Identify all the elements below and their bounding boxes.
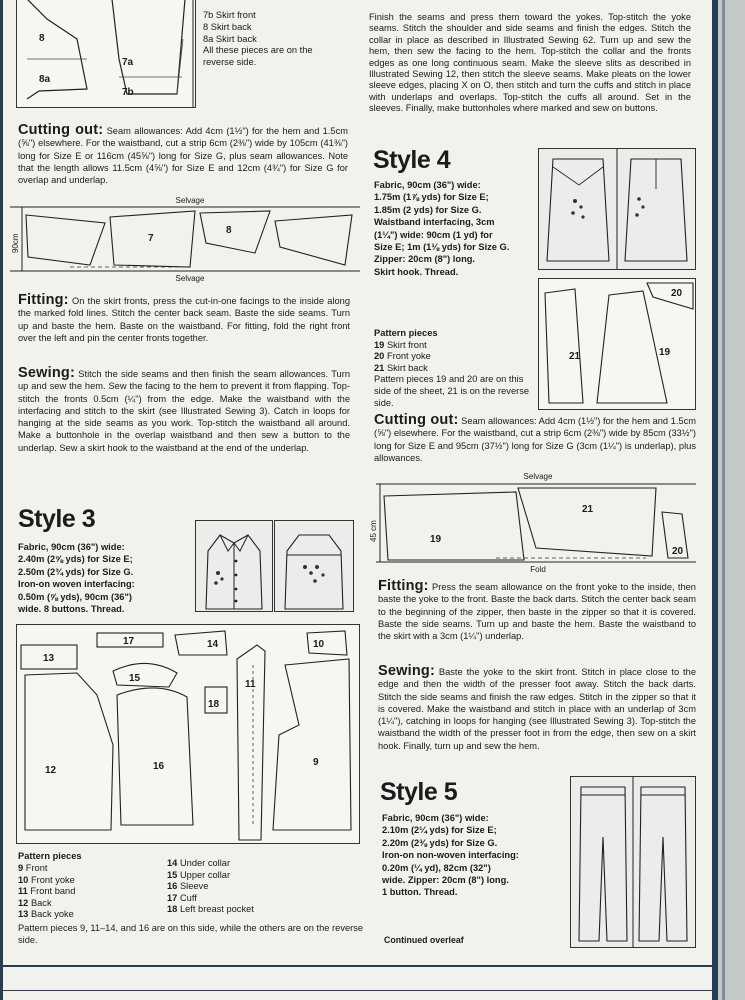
style2-pieces-diagram <box>16 0 196 108</box>
style3-pattern-layout <box>16 624 360 844</box>
piece-label-13: 13 <box>43 653 55 664</box>
layout-piece-8: 8 <box>226 225 232 236</box>
section-heading: Cutting out: <box>18 122 104 138</box>
layout-piece-20: 20 <box>672 546 684 557</box>
style4-cutting-layout <box>366 470 700 574</box>
piece-label-12: 12 <box>45 765 57 776</box>
selvage-label: Selvage <box>523 472 553 481</box>
fabric-line: wide. Zipper: 20cm (8") long. <box>382 875 509 886</box>
list-line: 8 Skirt back <box>203 21 252 32</box>
style3-pattern-list-right <box>167 858 347 916</box>
list-line: All these pieces are on the <box>203 45 313 56</box>
style3-pattern-heading <box>18 851 82 863</box>
cutting-layout-svg <box>10 195 360 285</box>
style4-pattern-list <box>374 328 534 409</box>
section-heading: Cutting out: <box>374 412 459 428</box>
piece-label-21: 21 <box>569 351 581 362</box>
piece-label-9: 9 <box>313 757 319 768</box>
pattern-pieces-heading: Pattern pieces <box>18 851 82 861</box>
style3-jacket-front-illustration <box>195 520 273 612</box>
style3-pattern-note: Pattern pieces 9, 11–14, and 16 are on this side, while the others are on the reverse side. <box>18 923 364 946</box>
bottom-page-rule-2 <box>0 990 712 991</box>
fabric-line: 2.10m (2¼ yds) for Size E; <box>382 825 497 836</box>
style4-fitting-paragraph <box>378 580 696 642</box>
list-item: 14 Under collar <box>167 858 231 868</box>
fabric-line: 0.20m (¼ yd), 82cm (32") <box>382 862 491 873</box>
binding-band <box>712 0 718 1000</box>
fabric-line: 2.40m (2⅝ yds) for Size E; <box>18 554 133 565</box>
style4-cutting-paragraph <box>374 414 696 464</box>
list-line: 8a Skirt back <box>203 33 257 44</box>
fabric-line: 2.20m (2⅜ yds) for Size G. <box>382 837 498 848</box>
piece-label-11: 11 <box>245 679 256 690</box>
section-heading: Fitting: <box>378 578 429 594</box>
style4-heading: Style 4 <box>373 146 451 174</box>
style4-fabric-requirements <box>374 179 536 278</box>
fabric-line: 1 button. Thread. <box>382 887 458 898</box>
paragraph-text: Seam allowances: Add 4cm (1½") for the hem and 1.5cm (⅝") elsewhere. For the waistband, cut a strip 6cm (2⅜") wide by 85cm (33½") long for Size E and 95cm (37½") long for Size G (3cm (1¼") is underlap), plus allowances. <box>374 416 696 463</box>
pattern-pieces-heading: Pattern pieces <box>374 328 438 338</box>
list-item: 17 Cuff <box>167 892 197 903</box>
fabric-line: wide. 8 buttons. Thread. <box>18 604 125 615</box>
list-item: 13 Back yoke <box>18 909 74 920</box>
list-item: 21 Skirt back <box>374 362 428 373</box>
piece-label-10: 10 <box>313 639 325 650</box>
fabric-line: 2.50m (2¾ yds) for Size G. <box>18 566 134 577</box>
style4-skirt-illustration <box>538 148 696 270</box>
fabric-line: Size E; 1m (1⅛ yds) for Size G. <box>374 242 510 253</box>
style3-pattern-svg <box>17 625 359 843</box>
fabric-line: 0.50m (⅝ yds), 90cm (36") <box>18 591 132 602</box>
list-item: 9 Front <box>18 863 48 873</box>
section-heading: Sewing: <box>378 663 435 679</box>
fabric-line: Fabric, 90cm (36") wide: <box>382 813 489 823</box>
fabric-line: Fabric, 90cm (36") wide: <box>374 180 481 190</box>
style5-fabric-requirements <box>382 812 557 899</box>
bottom-page-rule <box>0 965 712 967</box>
style2-cutting-paragraph <box>18 124 348 186</box>
style5-heading: Style 5 <box>380 778 458 806</box>
list-item: 19 Skirt front <box>374 339 427 350</box>
style3-sewing-continued: Finish the seams and press them toward the yokes. Top-stitch the yoke seams. Stitch the shoulder and side seams and finish the edges. Stitch the collar in place as described in Illustrated Sewing 62. Turn up and sew the hem, then sew the facing to the hem. Top-stitch the collar and the fronts edges as one long continuous seam. Make the sleeve slits as described in Illustrated Sewing 12, then stitch the sleeve seams. Make pleats on the lower sleeve edges, placing X on O, then stitch and turn the cuffs and stitch in place with underlaps and overlaps. Top-stitch the cuffs all around. Set in the sleeves. Finally, make buttonholes where marked and sew on buttons. <box>369 12 691 114</box>
style2-pieces-svg <box>17 0 195 107</box>
style4-pattern-diagram <box>538 278 696 410</box>
fabric-line: Fabric, 90cm (36") wide: <box>18 542 125 552</box>
diagram-label-8: 8 <box>39 33 45 44</box>
fabric-line: (1¼") wide: 90cm (1 yd) for <box>374 229 493 240</box>
fabric-line: Iron-on woven interfacing: <box>18 579 135 590</box>
piece-label-14: 14 <box>207 639 219 650</box>
layout-piece-21: 21 <box>582 504 594 515</box>
piece-label-20: 20 <box>671 288 683 299</box>
style2-fitting-paragraph <box>18 294 350 344</box>
style4-pattern-svg <box>539 279 695 409</box>
list-item: 20 Front yoke <box>374 351 431 362</box>
fabric-width-label: 45 cm <box>369 520 378 542</box>
continued-overleaf: Continued overleaf <box>384 935 464 945</box>
fabric-line: Iron-on non-woven interfacing: <box>382 850 519 861</box>
fabric-width-label: 90cm <box>11 233 20 253</box>
paragraph-text: Press the seam allowance on the front yoke to the inside, then baste the yoke to the front. Baste the back darts. Stitch the center back seam to the beginning of the zipper, then baste in the zipper so that it is covered. Baste the side seams. Turn up and baste the hem. Baste the waistband to the skirt with a 3cm (1¼") underlap. <box>378 582 696 642</box>
style3-heading: Style 3 <box>18 505 96 533</box>
gutter-line <box>722 0 725 1000</box>
fabric-line: Waistband interfacing, 3cm <box>374 217 495 228</box>
style3-fabric-requirements <box>18 541 188 615</box>
fabric-line: 1.75m (1⅞ yds) for Size E; <box>374 192 489 203</box>
section-heading: Fitting: <box>18 292 69 308</box>
paragraph-text: Stitch the side seams and then finish the seam allowances. Turn up and sew the hem. Sew the facing to the hem to prevent it from flapping. Top-stitch the fronts 0.5cm (¼") from the edge. Make the waistband with the interfacing and stitch to the skirt (see Illustrated Sewing 3). Catch in loops for hanging at the side seams as you work. Top-stitch the waistband all around. Make a buttonhole in the overlap waistband and then sew a button to the underlap. Sew a skirt hook to the waistband at the end of the underlap. <box>18 369 350 453</box>
layout-piece-19: 19 <box>430 534 442 545</box>
style2-sewing-paragraph <box>18 367 350 454</box>
style4-layout-svg <box>366 470 700 574</box>
section-heading: Sewing: <box>18 365 75 381</box>
piece-label-16: 16 <box>153 761 165 772</box>
style5-trousers-illustration <box>570 776 696 948</box>
style2-cutting-layout <box>10 195 360 285</box>
list-item: 15 Upper collar <box>167 869 231 880</box>
diagram-label-8a: 8a <box>39 74 51 85</box>
piece-label-15: 15 <box>129 673 141 684</box>
list-item: 16 Sleeve <box>167 881 209 892</box>
list-item: 12 Back <box>18 897 52 908</box>
piece-label-18: 18 <box>208 699 220 710</box>
piece-label-17: 17 <box>123 636 135 647</box>
list-item: 18 Left breast pocket <box>167 904 254 915</box>
pattern-note: Pattern pieces 19 and 20 are on this side of the sheet, 21 is on the reverse side. <box>374 374 530 408</box>
style3-pattern-list-left <box>18 863 168 921</box>
piece-label-19: 19 <box>659 347 671 358</box>
diagram-label-7b: 7b <box>122 87 134 98</box>
paragraph-text: On the skirt fronts, press the cut-in-one facings to the inside along the marked fold lines. Stitch the center back seam. Baste the side seams. Turn up and baste the hem. Baste on the waistband. For fitting, fold the right front over the left and pin the center fronts together. <box>18 296 350 343</box>
fold-label: Fold <box>530 565 546 574</box>
style4-sewing-paragraph <box>378 665 696 752</box>
paragraph-text: Baste the yoke to the skirt front. Stitch in place close to the edge and then the width of the presser foot away. Stitch the back darts. Stitch the side seams and finish the raw edges. Stitch in the zipper so that it is covered. Make the waistband and stitch in place with an underlap of 3cm (1¼"), catching in loops for hanging (see Illustrated Sewing 3). Top-stitch the waistband the width of the presser foot in from the edge, then sew on a skirt hook. Finally, turn up and sew the hem. <box>378 667 696 751</box>
list-item: 10 Front yoke <box>18 874 75 885</box>
selvage-bottom-label: Selvage <box>175 274 205 283</box>
style3-jacket-back-illustration <box>274 520 354 612</box>
list-item: 11 Front band <box>18 886 76 897</box>
list-line: reverse side. <box>203 57 257 68</box>
top-piece-list <box>203 10 353 69</box>
left-page-edge <box>0 0 3 1000</box>
paragraph-text: Seam allowances: Add 4cm (1½") for the hem and 1.5cm (⅝") elsewhere. For the waistband, cut a strip 6cm (2⅜") wide by 105cm (41⅜") long for Size E or 116cm (45⅝") long for Size G, plus seam allowances. Note that the length allows 11.5cm (4⅝") for Size E and 12cm (4¾") for Size G for overlap and underlap. <box>18 126 348 186</box>
fabric-line: 1.85m (2 yds) for Size G. <box>374 204 482 215</box>
selvage-top-label: Selvage <box>175 196 205 205</box>
diagram-label-7a: 7a <box>122 57 134 68</box>
layout-piece-7: 7 <box>148 233 154 244</box>
fabric-line: Skirt hook. Thread. <box>374 266 459 277</box>
list-line: 7b Skirt front <box>203 10 256 20</box>
next-page-edge <box>712 0 745 1000</box>
fabric-line: Zipper: 20cm (8") long. <box>374 254 476 265</box>
